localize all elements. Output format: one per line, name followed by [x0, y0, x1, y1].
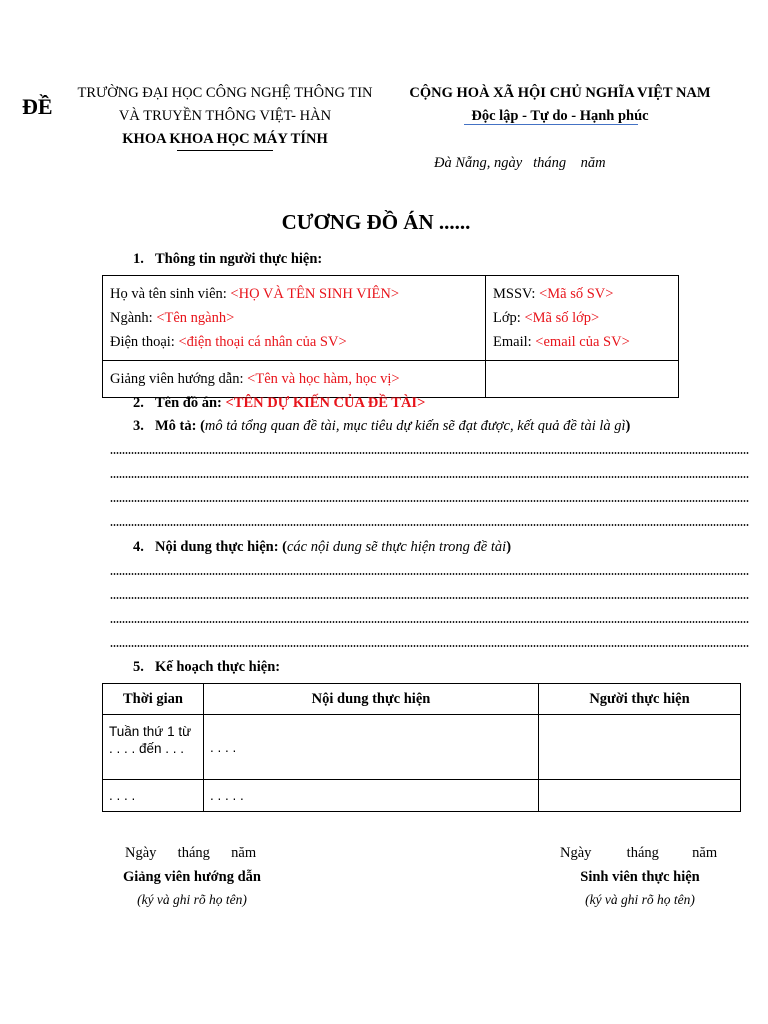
column-header-time: Thời gian — [103, 684, 204, 715]
section-4-close: ) — [506, 539, 512, 555]
supervisor-signature-note: (ký và ghi rõ họ tên) — [137, 892, 247, 907]
section-1-heading — [133, 251, 322, 268]
sig-year: năm — [692, 845, 718, 861]
section-2-heading — [133, 395, 425, 412]
section-3-close: ) — [625, 418, 631, 434]
section-1-title: Thông tin người thực hiện: — [155, 251, 323, 267]
person-cell[interactable] — [539, 715, 741, 780]
sig-day: Ngày — [560, 845, 592, 861]
section-5-title: Kế hoạch thực hiện: — [155, 659, 281, 675]
table-row — [103, 276, 679, 361]
student-info-cell — [103, 276, 486, 361]
table-row — [103, 780, 741, 812]
student-id-cell — [486, 276, 679, 361]
email-label: Email: — [493, 334, 536, 350]
section-4-hint: các nội dung sẽ thực hiện trong đề tài — [286, 539, 507, 555]
phone-line — [110, 330, 478, 354]
document-mark: ĐỀ — [22, 94, 53, 119]
student-id-label: MSSV: — [493, 286, 540, 302]
class-value[interactable]: <Mã số lớp> — [524, 310, 600, 326]
phone-label: Điện thoại: — [110, 334, 179, 350]
faculty-underline — [177, 150, 273, 151]
school-name-line-2: VÀ TRUYỀN THÔNG VIỆT- HÀN — [118, 108, 332, 124]
email-line — [493, 330, 671, 354]
document-title: CƯƠNG ĐỒ ÁN ...... — [281, 210, 471, 234]
phone-value[interactable]: <điện thoại cá nhân của SV> — [178, 334, 347, 350]
country-name: CỘNG HOÀ XÃ HỘI CHỦ NGHĨA VIỆT NAM — [409, 85, 711, 101]
table-row — [103, 361, 679, 398]
supervisor-value[interactable]: <Tên và học hàm, học vị> — [247, 371, 400, 387]
school-name-line-1: TRƯỜNG ĐẠI HỌC CÔNG NGHỆ THÔNG TIN — [77, 85, 373, 101]
student-name-value[interactable]: <HỌ VÀ TÊN SINH VIÊN> — [230, 286, 400, 302]
section-4-title: Nội dung thực hiện: ( — [155, 539, 287, 555]
plan-table — [102, 683, 741, 812]
section-1-number: 1. — [133, 251, 144, 267]
class-line — [493, 306, 671, 330]
class-label: Lớp: — [493, 310, 525, 326]
column-header-content: Nội dung thực hiện — [204, 684, 539, 715]
student-name-line — [110, 282, 478, 306]
content-cell[interactable]: . . . . — [204, 715, 539, 780]
section-3-number: 3. — [133, 418, 144, 434]
student-signature-note: (ký và ghi rõ họ tên) — [585, 892, 695, 907]
description-line[interactable] — [110, 476, 749, 478]
sig-month: tháng — [626, 845, 659, 861]
email-value[interactable]: <email của SV> — [535, 334, 630, 350]
person-cell[interactable] — [539, 780, 741, 812]
student-id-line — [493, 282, 671, 306]
project-name-value[interactable]: <TÊN DỰ KIẾN CỦA ĐỀ TÀI> — [225, 395, 426, 411]
section-4-heading — [133, 539, 511, 556]
signature-date-right — [560, 845, 717, 862]
description-line[interactable] — [110, 500, 749, 502]
school-block — [60, 82, 390, 151]
content-line[interactable] — [110, 597, 749, 599]
column-header-person: Người thực hiện — [539, 684, 741, 715]
table-row — [103, 715, 741, 780]
faculty-name: KHOA KHOA HỌC MÁY TÍNH — [122, 131, 328, 147]
section-3-hint: mô tả tổng quan đề tài, mục tiêu dự kiến sẽ đạt được, kết quả đề tài là gì — [204, 418, 626, 434]
content-cell[interactable]: . . . . . — [204, 780, 539, 812]
section-3-heading — [133, 418, 630, 435]
major-value[interactable]: <Tên ngành> — [156, 310, 235, 326]
student-id-value[interactable]: <Mã số SV> — [539, 286, 614, 302]
student-name-label: Họ và tên sinh viên: — [110, 286, 231, 302]
motto-underline — [464, 124, 638, 125]
sig-year: năm — [231, 845, 257, 861]
section-2-title: Tên đồ án: — [155, 395, 226, 411]
major-line — [110, 306, 478, 330]
section-2-number: 2. — [133, 395, 144, 411]
signature-date-left — [125, 845, 256, 862]
empty-cell — [486, 361, 679, 398]
description-line[interactable] — [110, 452, 749, 454]
section-5-heading — [133, 659, 280, 676]
content-line[interactable] — [110, 573, 749, 575]
national-motto: Độc lập - Tự do - Hạnh phúc — [471, 108, 649, 124]
time-cell[interactable]: . . . . — [103, 780, 204, 812]
section-5-number: 5. — [133, 659, 144, 675]
content-line[interactable] — [110, 621, 749, 623]
date-line: Đà Nẵng, ngày tháng năm — [434, 155, 606, 171]
national-header — [392, 82, 728, 128]
student-info-table — [102, 275, 679, 398]
content-line[interactable] — [110, 645, 749, 647]
time-cell[interactable]: Tuần thứ 1 từ . . . . đến . . . — [103, 715, 204, 780]
table-header-row — [103, 684, 741, 715]
description-line[interactable] — [110, 524, 749, 526]
section-4-number: 4. — [133, 539, 144, 555]
supervisor-cell — [103, 361, 486, 398]
student-signature-role: Sinh viên thực hiện — [580, 869, 700, 885]
supervisor-label: Giảng viên hướng dẫn: — [110, 371, 248, 387]
sig-month: tháng — [177, 845, 210, 861]
major-label: Ngành: — [110, 310, 157, 326]
section-3-title: Mô tả: ( — [155, 418, 205, 434]
supervisor-signature-role: Giảng viên hướng dẫn — [122, 869, 261, 885]
sig-day: Ngày — [125, 845, 157, 861]
